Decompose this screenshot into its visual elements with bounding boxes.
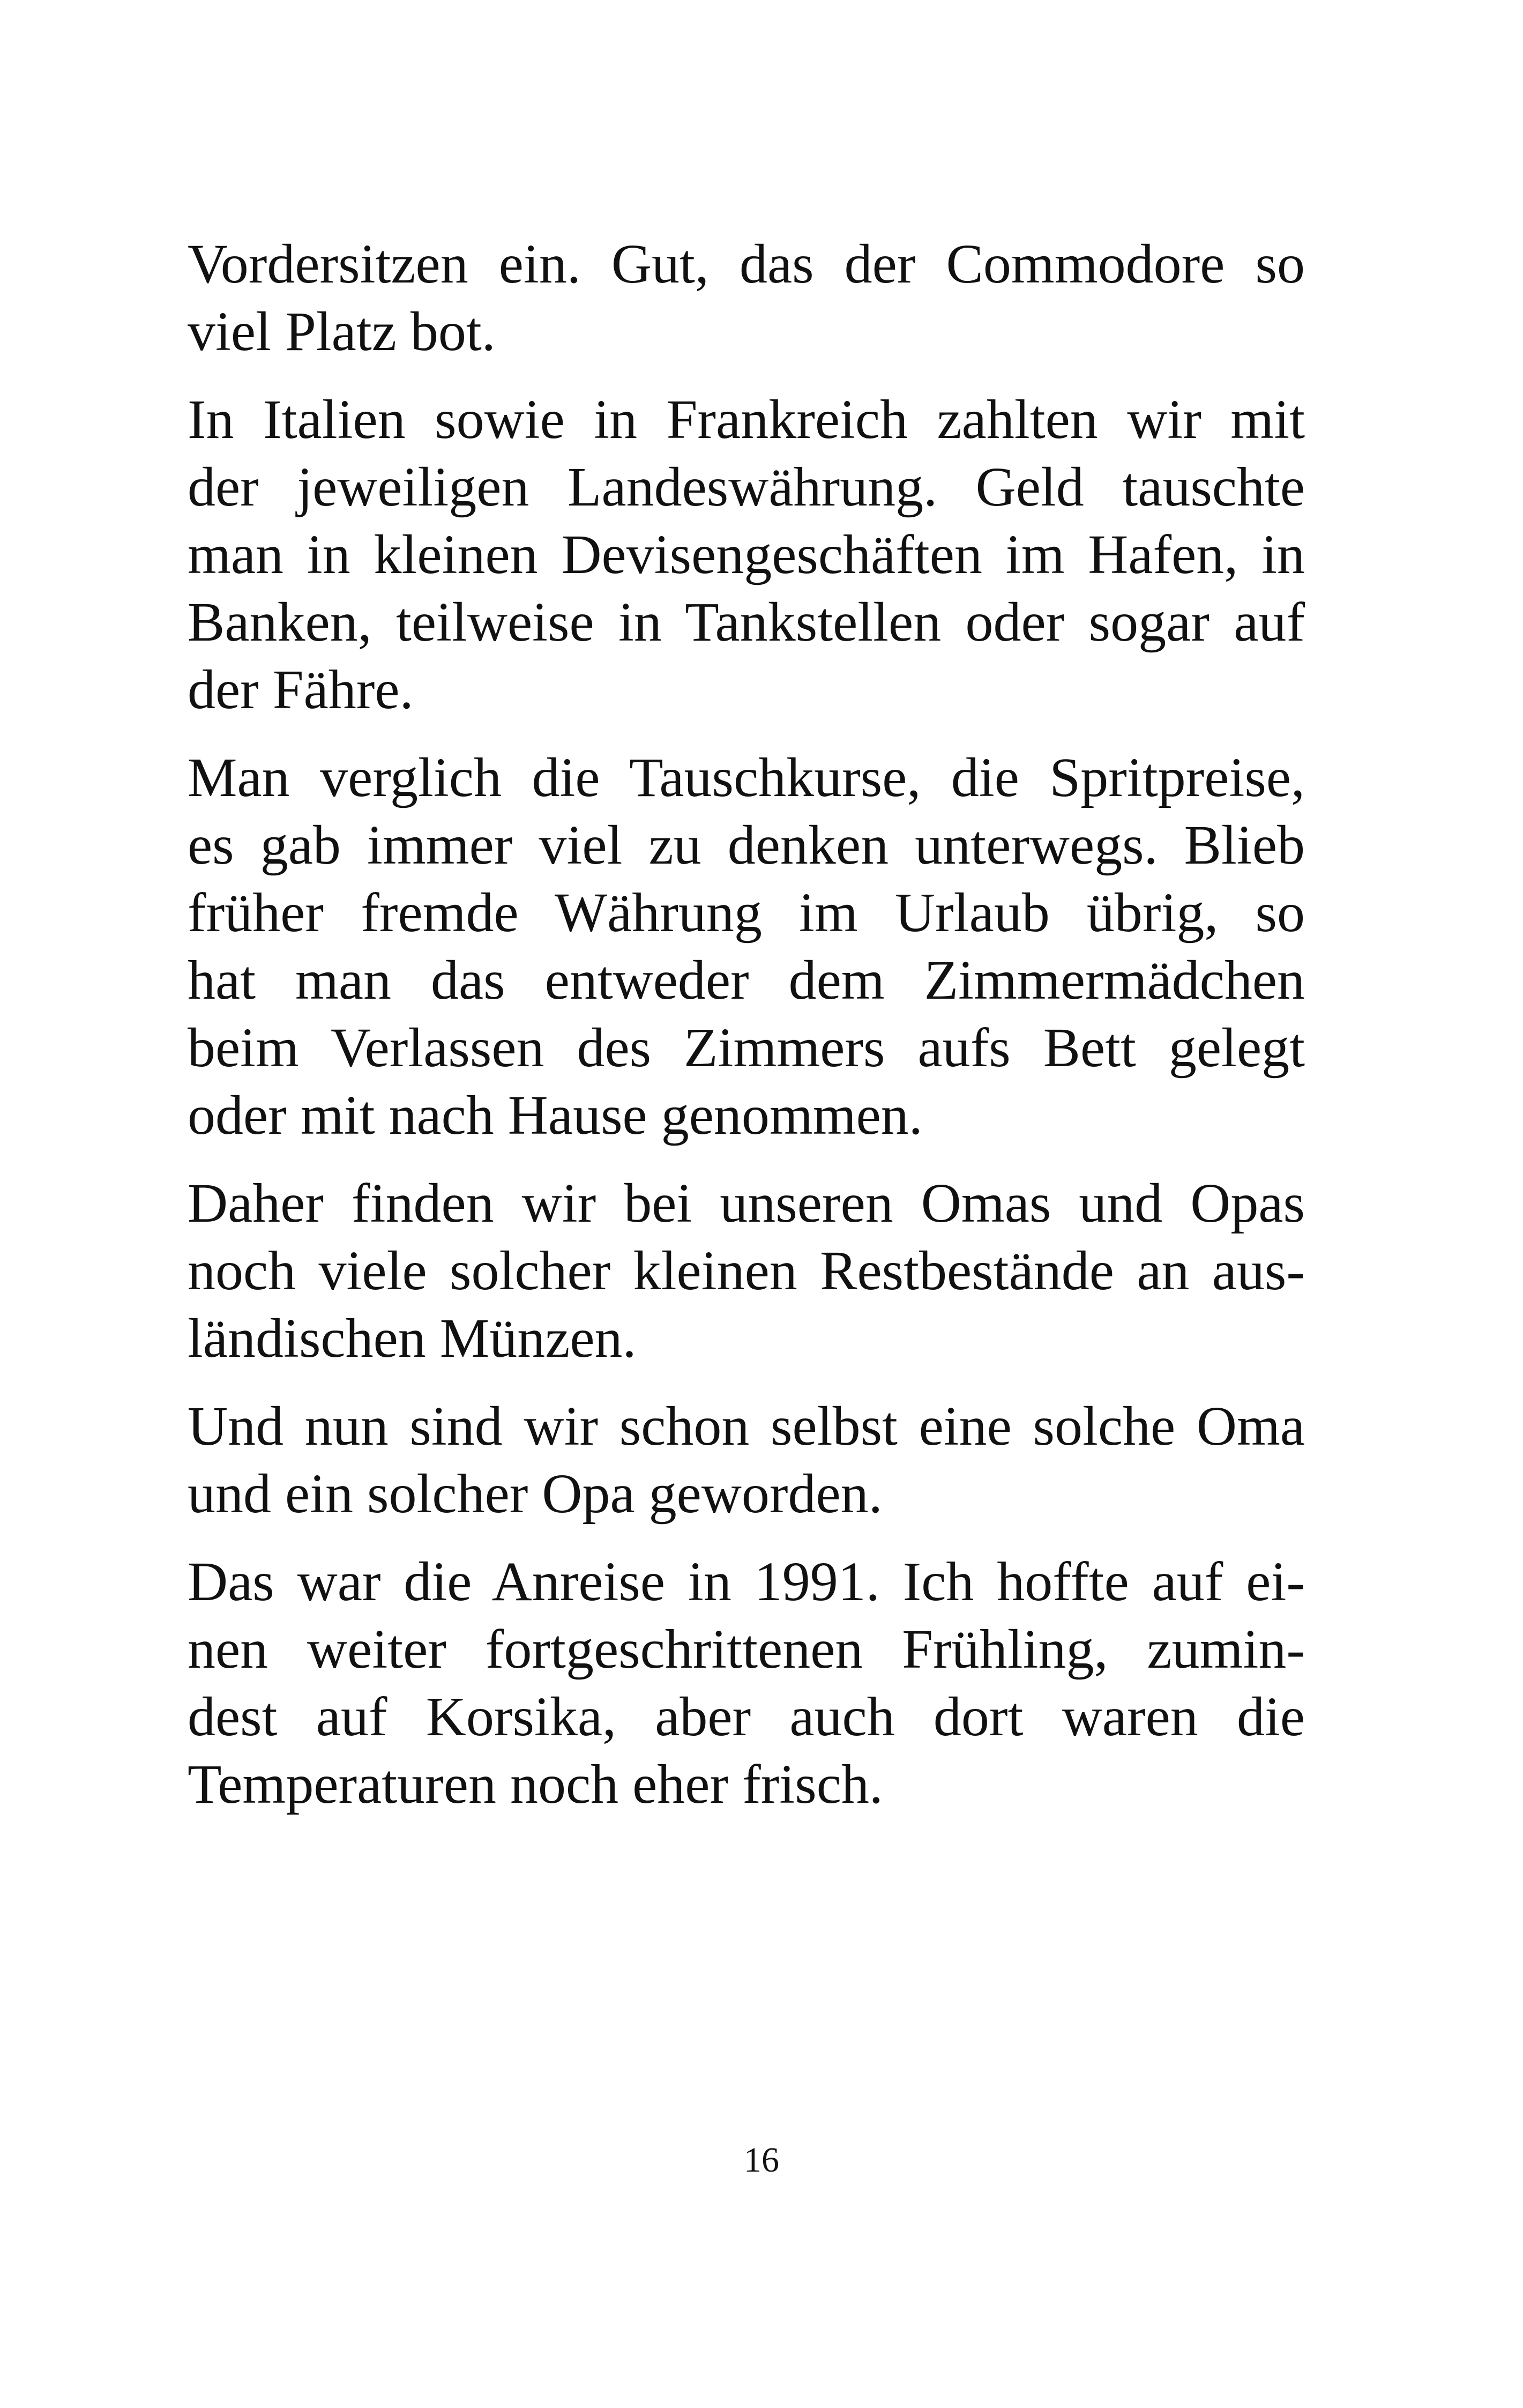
text-line: Temperaturen noch eher frisch. [188, 1753, 883, 1815]
text-line: In Italien sowie in Frankreich zahlten wir mit [188, 389, 1305, 450]
body-text [188, 231, 1305, 1839]
text-line: dest auf Korsika, aber auch dort waren die [188, 1686, 1305, 1748]
text-line: oder mit nach Hause genommen. [188, 1084, 923, 1146]
paragraph-5 [188, 1393, 1305, 1528]
text-line: der jeweiligen Landeswährung. Geld tauschte [188, 456, 1305, 518]
text-line: Daher finden wir bei unseren Omas und Opas [188, 1172, 1305, 1234]
text-line: noch viele solcher kleinen Restbestände an aus- [188, 1240, 1305, 1302]
paragraph-4 [188, 1170, 1305, 1372]
text-line: viel Platz bot. [188, 301, 496, 362]
text-line: Man verglich die Tauschkurse, die Spritpreise, [188, 747, 1305, 808]
paragraph-1 [188, 231, 1305, 366]
paragraph-6 [188, 1548, 1305, 1818]
paragraph-2 [188, 386, 1305, 724]
text-line: Banken, teilweise in Tankstellen oder sogar auf [188, 591, 1305, 653]
text-line: früher fremde Währung im Urlaub übrig, so [188, 882, 1305, 943]
text-line: ländischen Münzen. [188, 1307, 637, 1369]
text-line: und ein solcher Opa geworden. [188, 1463, 883, 1525]
text-line: Vordersitzen ein. Gut, das der Commodore so [188, 233, 1305, 295]
text-line: Das war die Anreise in 1991. Ich hoffte auf ei- [188, 1551, 1305, 1612]
text-line: nen weiter fortgeschrittenen Frühling, zumin- [188, 1618, 1305, 1680]
text-line: der Fähre. [188, 659, 414, 720]
paragraph-3 [188, 744, 1305, 1149]
page-number: 16 [744, 2141, 779, 2180]
text-line: man in kleinen Devisengeschäften im Hafen, in [188, 524, 1305, 585]
text-line: hat man das entweder dem Zimmermädchen [188, 949, 1305, 1011]
text-line: es gab immer viel zu denken unterwegs. Blieb [188, 814, 1305, 876]
text-line: beim Verlassen des Zimmers aufs Bett gelegt [188, 1017, 1305, 1079]
text-line: Und nun sind wir schon selbst eine solche Oma [188, 1395, 1305, 1457]
